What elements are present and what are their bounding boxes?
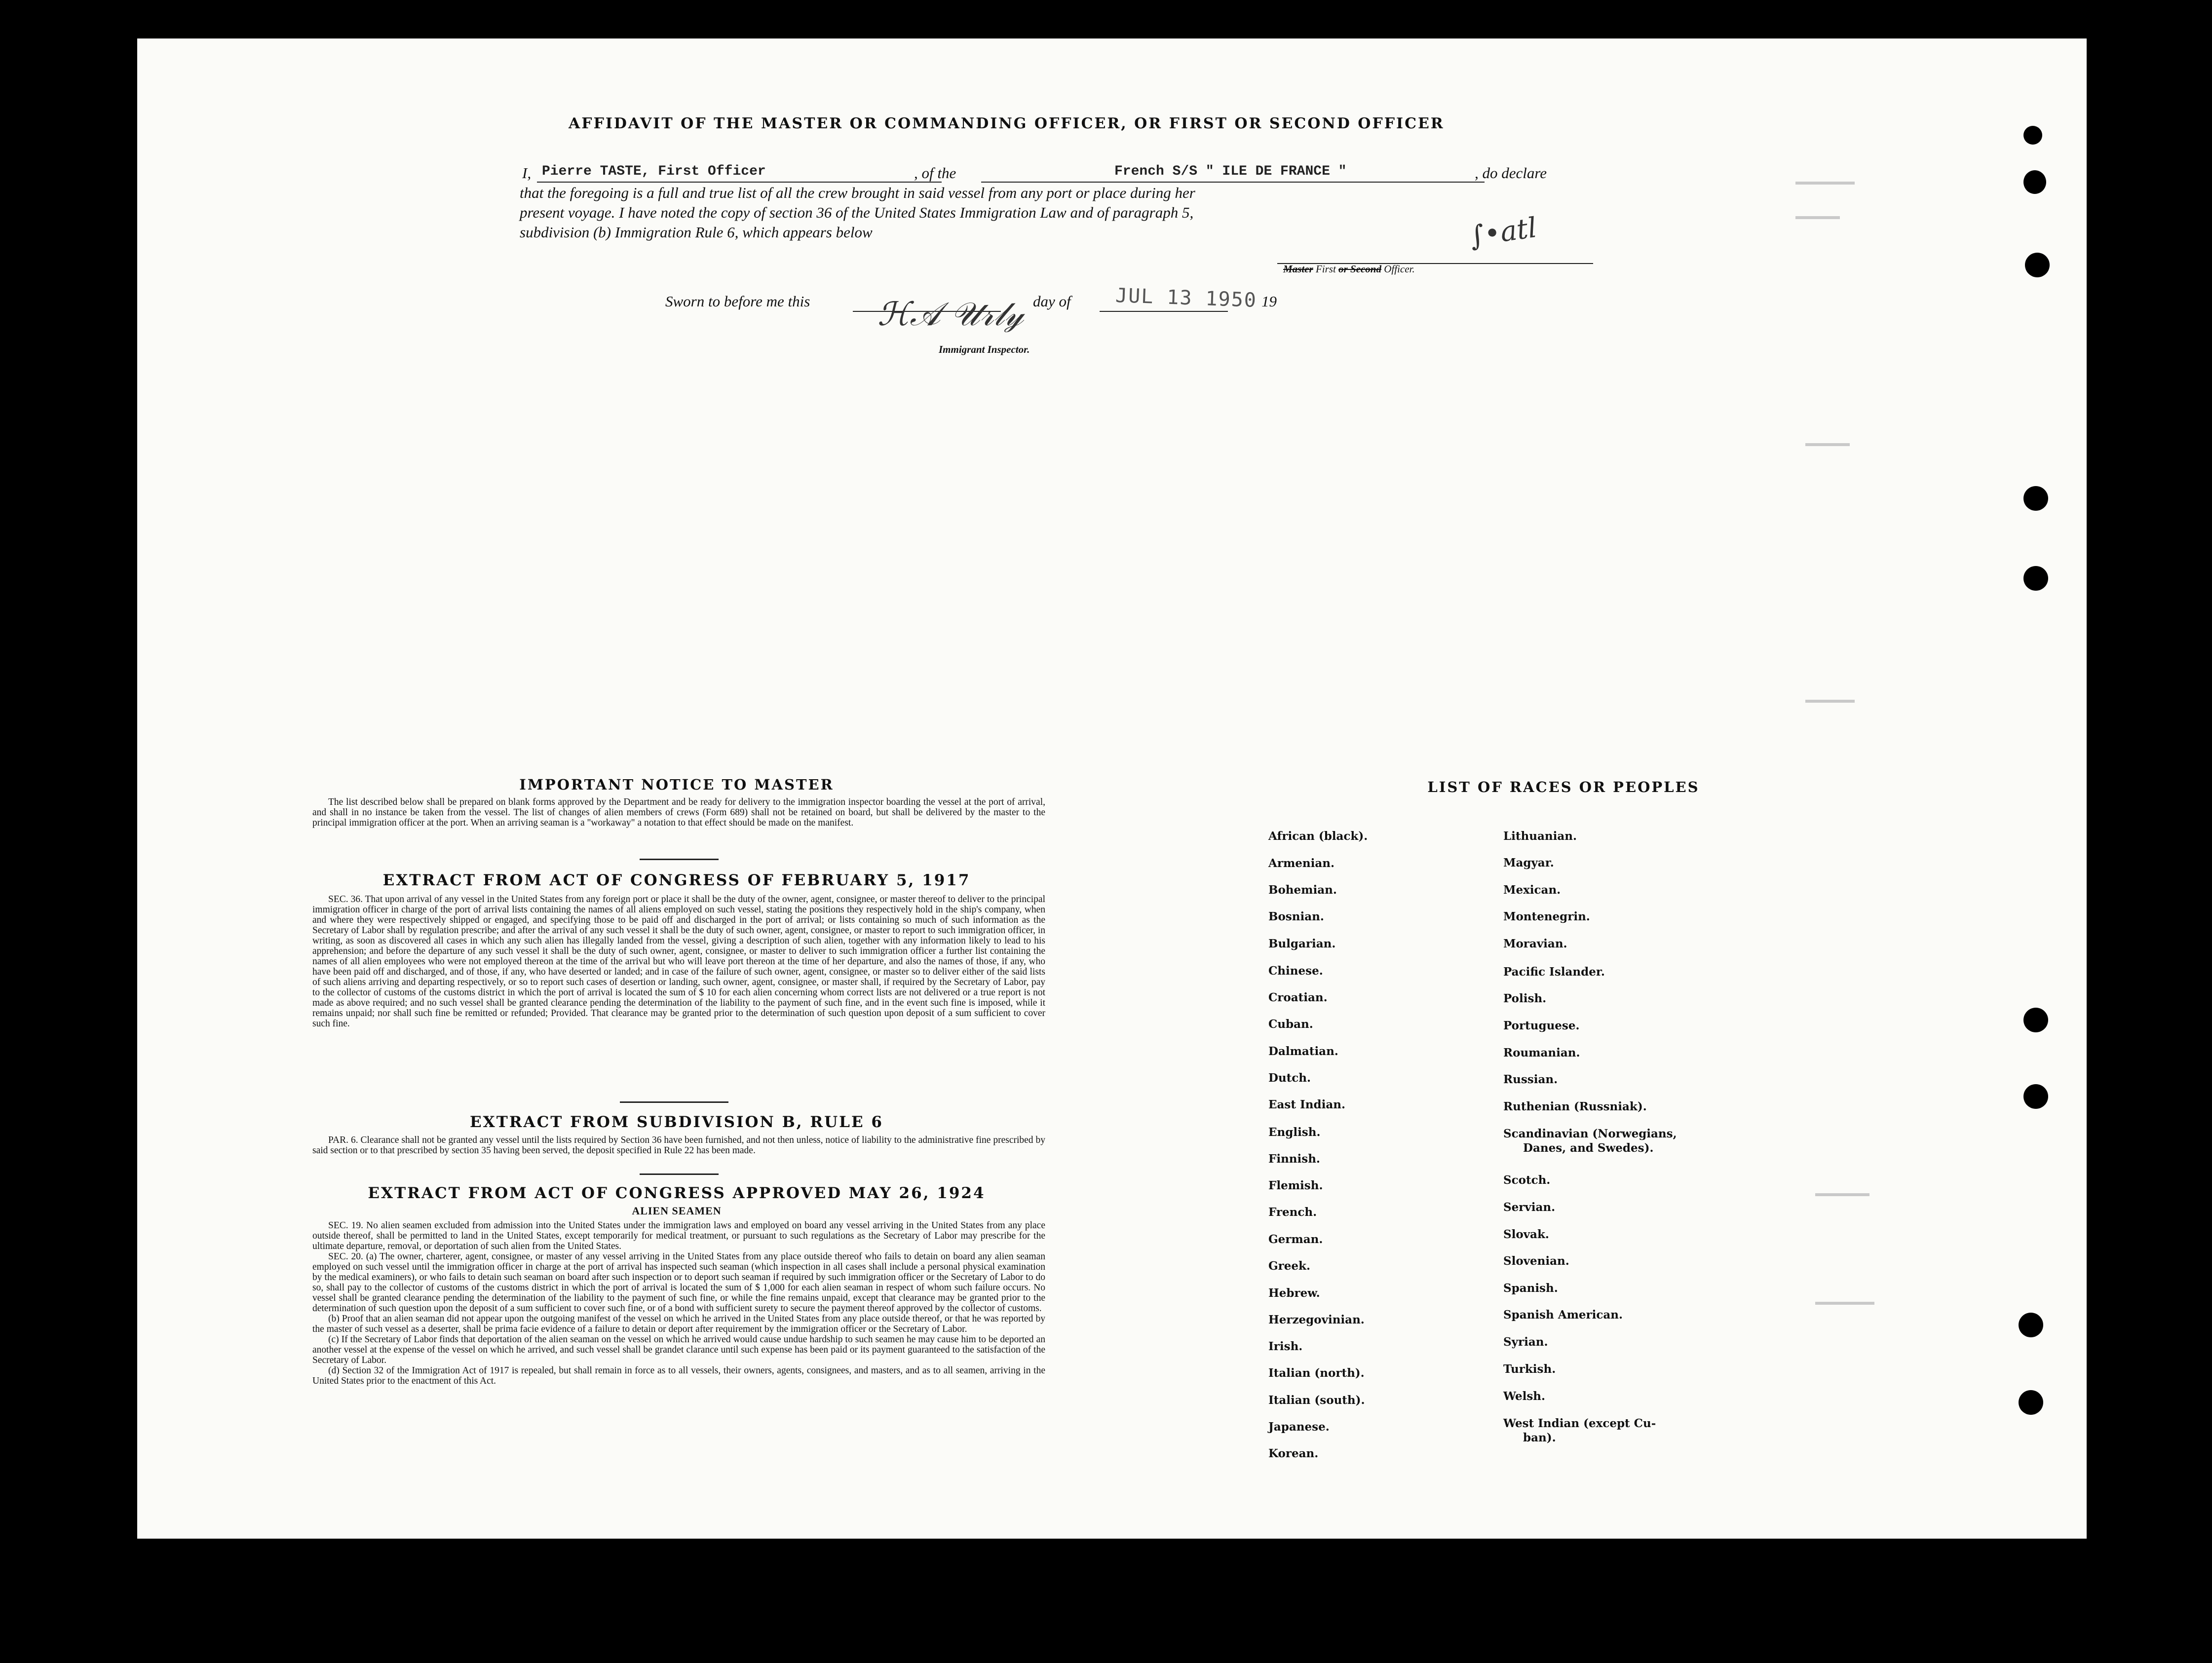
bleed-mark [1805, 443, 1850, 446]
race-left-item: Chinese. [1268, 964, 1323, 978]
race-right-item: Mexican. [1503, 883, 1561, 897]
race-right-item: Ruthenian (Russniak). [1503, 1100, 1647, 1113]
officer-caption-struck-second: or Second [1338, 263, 1381, 275]
race-left-item: Herzegovinian. [1268, 1313, 1365, 1326]
punch-hole [2023, 1084, 2048, 1109]
race-right-item: Slovak. [1503, 1228, 1549, 1241]
affidavit-do-declare: , do declare [1475, 164, 1547, 182]
race-right-item: Pacific Islander. [1503, 965, 1605, 979]
act-1924-sec19: SEC. 19. No alien seamen excluded from admission into the United States under the immigration laws and employed on board any vessel arriving in the United States from any place outside thereof, shall be permitted to land in the United States, except temporarily for medical treatment, or pursuant to such regulations as the Secretary of Labor may prescribe for the ultimate departure, removal, or deportation of such alien from the United States. [312, 1220, 1045, 1251]
rule-6-title: EXTRACT FROM SUBDIVISION B, RULE 6 [470, 1113, 883, 1131]
rule-6-divider [640, 1173, 719, 1175]
act-1917-text [312, 894, 1045, 1029]
bleed-mark [1795, 216, 1840, 219]
race-right-item: Moravian. [1503, 937, 1567, 950]
affidavit-name-typed: Pierre TASTE, First Officer [542, 164, 766, 179]
act-1924-sec20c: (c) If the Secretary of Labor finds that deportation of the alien seaman on the vessel on which he arrived would cause undue hardship to such seamen he may cause him to be deported an another vessel at the expense of the vessel on which he arrived, and such vessel shall be grandet clarance until such expense has been paid or its payment guaranteed to the satisfaction of the Secretary of Labor. [312, 1334, 1045, 1365]
race-left-item: Greek. [1268, 1259, 1310, 1273]
race-left-item: German. [1268, 1233, 1323, 1246]
race-left-item: Italian (north). [1268, 1366, 1365, 1380]
notice-text [312, 797, 1045, 828]
act-1917-divider [620, 1101, 728, 1103]
race-right-item: Russian. [1503, 1073, 1558, 1086]
race-right-item: Turkish. [1503, 1362, 1556, 1376]
date-stamp: JUL 13 1950 [1115, 284, 1258, 312]
officer-caption-end: Officer. [1384, 263, 1415, 275]
race-left-item: Bulgarian. [1268, 937, 1336, 950]
race-left-item: Irish. [1268, 1340, 1303, 1353]
affidavit-vessel-typed: French S/S " ILE DE FRANCE " [1114, 164, 1347, 179]
punch-hole [2019, 1313, 2043, 1337]
race-left-item: East Indian. [1268, 1098, 1345, 1111]
race-right-item: ban). [1523, 1431, 1556, 1444]
bleed-mark [1805, 700, 1855, 703]
punch-hole [2019, 1390, 2043, 1415]
notice-title: IMPORTANT NOTICE TO MASTER [519, 776, 834, 793]
race-right-item: Spanish American. [1503, 1308, 1623, 1322]
act-1924-subtitle: ALIEN SEAMEN [632, 1205, 722, 1217]
officer-caption-first: First [1315, 263, 1336, 275]
race-left-item: Japanese. [1268, 1420, 1330, 1434]
punch-hole [2023, 126, 2042, 145]
race-right-item: Magyar. [1503, 856, 1554, 869]
race-right-item: Portuguese. [1503, 1019, 1580, 1032]
officer-caption [1283, 263, 1415, 275]
race-left-item: Hebrew. [1268, 1286, 1320, 1300]
act-1924-sec20d: (d) Section 32 of the Immigration Act of 1917 is repealed, but shall remain in force as to all vessels, their owners, agents, consignees, and masters, and as to all seamen, arriving in the United States prior to the enactment of this Act. [312, 1365, 1045, 1386]
race-right-item: West Indian (except Cu- [1503, 1417, 1656, 1430]
race-right-item: Scandinavian (Norwegians, [1503, 1127, 1677, 1140]
race-right-item: Slovenian. [1503, 1254, 1569, 1268]
name-underline [537, 182, 942, 183]
punch-hole [2023, 486, 2048, 511]
race-right-item: Scotch. [1503, 1173, 1551, 1187]
notice-divider [640, 859, 719, 860]
race-right-item: Danes, and Swedes). [1523, 1141, 1654, 1155]
punch-hole [2025, 253, 2050, 277]
rule-6-paragraph: PAR. 6. Clearance shall not be granted any vessel until the lists required by Section 36 have been furnished, and not then unless, notice of liability to the administrative fine prescribed by said section or to that prescribed by section 35 having been served, the deposit specified in Rule 22 has been made. [312, 1135, 1045, 1156]
race-left-item: French. [1268, 1206, 1317, 1219]
sworn-label: Sworn to before me this [665, 293, 810, 310]
inspector-caption: Immigrant Inspector. [939, 343, 1030, 355]
race-left-item: Bosnian. [1268, 910, 1324, 923]
act-1924-sec20b: (b) Proof that an alien seaman did not appear upon the outgoing manifest of the vessel on which he arrived in the United States from any place outside thereof, or that he was reported by the master of such vessel as a deserter, shall be prima facie evidence of a failure to detain or deport after requirement by the immigration officer or the Secretary of Labor. [312, 1314, 1045, 1334]
race-left-item: Croatian. [1268, 991, 1328, 1004]
race-right-item: Polish. [1503, 992, 1547, 1005]
act-1924-sec20a: SEC. 20. (a) The owner, charterer, agent, consignee, or master of any vessel arriving in the United States from any place outside thereof who fails to detain on board any alien seaman employed on such vessel until the immigration officer in charge at the port of arrival has inspected such seaman (which inspection in all cases shall include a personal physical examination by the medical examiners), or who fails to detain such seaman on board after such inspection or to deport such seaman if required by such immigration officer or the Secretary of Labor to do so, shall pay to the collector of customs of the customs district in which the port of arrival is located the sum of $ 1,000 for each alien seaman in respect of whom such failure occurs. No vessel shall be granted clearance pending the determination of the liability to the payment of such fine, or while the fine remains unpaid, except that clearance may be granted prior to the determination of such question upon the deposit of a sum sufficient to cover such fine, or of a bond with sufficient surety to secure the payment thereof approved by the collector of customs. [312, 1251, 1045, 1314]
race-right-item: Montenegrin. [1503, 910, 1590, 923]
officer-caption-struck-master: Master [1283, 263, 1313, 275]
race-left-item: Korean. [1268, 1447, 1319, 1460]
race-left-item: Armenian. [1268, 857, 1335, 870]
race-right-item: Syrian. [1503, 1335, 1548, 1349]
race-left-item: Finnish. [1268, 1152, 1320, 1166]
race-right-item: Lithuanian. [1503, 830, 1577, 843]
punch-hole [2023, 170, 2046, 194]
race-right-item: Servian. [1503, 1201, 1556, 1214]
act-1917-paragraph: SEC. 36. That upon arrival of any vessel in the United States from any foreign port or place it shall be the duty of the owner, agent, consignee, or master thereof to deliver to the principal immigration officer in charge of the port of arrival lists containing the names of all aliens employed on such vessel, stating the positions they respectively hold in the ship's company, when and where they were respectively shipped or engaged, and specifying those to be paid off and discharged in the port of arrival; or lists containing so much of such information as the Secretary of Labor shall by regulation prescribe; and after the arrival of any such vessel it shall be the duty of such owner, agent, consignee, or master to report to such immigration officer, in writing, as soon as discovered all cases in which any such alien has illegally landed from the vessel, giving a description of such alien, together with any information likely to lead to his apprehension; and before the departure of any such vessel it shall be the duty of such owner, agent, consignee, or master to deliver to such immigration officer a further list containing the names of all alien employees who were not employed thereon at the time of the arrival but who will leave port thereon at the time of her departure, and also the names of those, if any, who have been paid off and discharged, and of those, if any, who have deserted or landed; and in case of the failure of such owner, agent, consignee, or master so to deliver either of the said lists of such aliens arriving and departing respectively, or so to report such cases of desertion or landing, such owner, agent, consignee, or master shall, if required by the Secretary of Labor, pay to the collector of customs of the customs district in which the port of arrival is located the sum of $ 10 for each alien concerning whom correct lists are not delivered or a true report is not made as above required; and no such vessel shall be granted clearance pending the determination of the liability to the payment of such fine, and in the event such fine is imposed, while it remains unpaid; nor shall such fine be remitted or refunded; Provided. That clearance may be granted prior to the determination of such question upon deposit of a sum sufficient to cover such fine. [312, 894, 1045, 1029]
affidavit-line-2: that the foregoing is a full and true list of all the crew brought in said vessel from any port or place during her [520, 184, 1195, 201]
race-right-item: Welsh. [1503, 1390, 1546, 1403]
affidavit-title: AFFIDAVIT OF THE MASTER OR COMMANDING OFFICER, OR FIRST OR SECOND OFFICER [569, 115, 1445, 132]
race-left-item: Bohemian. [1268, 883, 1337, 897]
race-right-item: Roumanian. [1503, 1046, 1580, 1059]
year-prefix: 19 [1261, 293, 1277, 310]
races-title: LIST OF RACES OR PEOPLES [1427, 779, 1700, 795]
bleed-mark [1815, 1193, 1869, 1196]
act-1924-text [312, 1220, 1045, 1386]
rule-6-text [312, 1135, 1045, 1156]
race-left-item: African (black). [1268, 830, 1368, 843]
officer-signature: ∫•𝑎𝑡𝑙 [1468, 211, 1539, 253]
manifest-sheet [137, 38, 2087, 1539]
vessel-underline [981, 182, 1485, 183]
bleed-mark [1815, 1302, 1874, 1305]
affidavit-line-4: subdivision (b) Immigration Rule 6, which appears below [520, 224, 873, 241]
notice-paragraph: The list described below shall be prepared on blank forms approved by the Department and be ready for delivery to the immigration inspector boarding the vessel at the port of arrival, and shall in no instance be taken from the vessel. The list of changes of alien members of crews (Form 689) shall not be retained on board, but shall be delivered by the master to the principal immigration officer at the port. When an arriving seaman is a "workaway" a notation to that effect should be made on the manifest. [312, 797, 1045, 828]
inspector-signature: ℋ𝒜 𝒰𝓇𝓁𝓎 [877, 295, 1024, 333]
affidavit-i-label: I, [522, 164, 532, 182]
race-left-item: English. [1268, 1126, 1321, 1139]
race-right-item: Spanish. [1503, 1282, 1558, 1295]
day-of-label: day of [1033, 293, 1071, 310]
race-left-item: Flemish. [1268, 1179, 1323, 1192]
race-left-item: Dalmatian. [1268, 1045, 1338, 1058]
race-left-item: Italian (south). [1268, 1394, 1365, 1407]
punch-hole [2023, 1008, 2048, 1032]
act-1924-title: EXTRACT FROM ACT OF CONGRESS APPROVED MAY 26, 1924 [368, 1184, 986, 1202]
sworn-month-line [1100, 311, 1228, 312]
race-left-item: Cuban. [1268, 1018, 1313, 1031]
affidavit-line-3: present voyage. I have noted the copy of section 36 of the United States Immigration Law and of paragraph 5, [520, 204, 1194, 221]
affidavit-of-the: , of the [914, 164, 956, 182]
race-left-item: Dutch. [1268, 1071, 1311, 1085]
bleed-mark [1795, 182, 1855, 185]
punch-hole [2023, 566, 2048, 591]
act-1917-title: EXTRACT FROM ACT OF CONGRESS OF FEBRUARY 5, 1917 [382, 871, 971, 889]
